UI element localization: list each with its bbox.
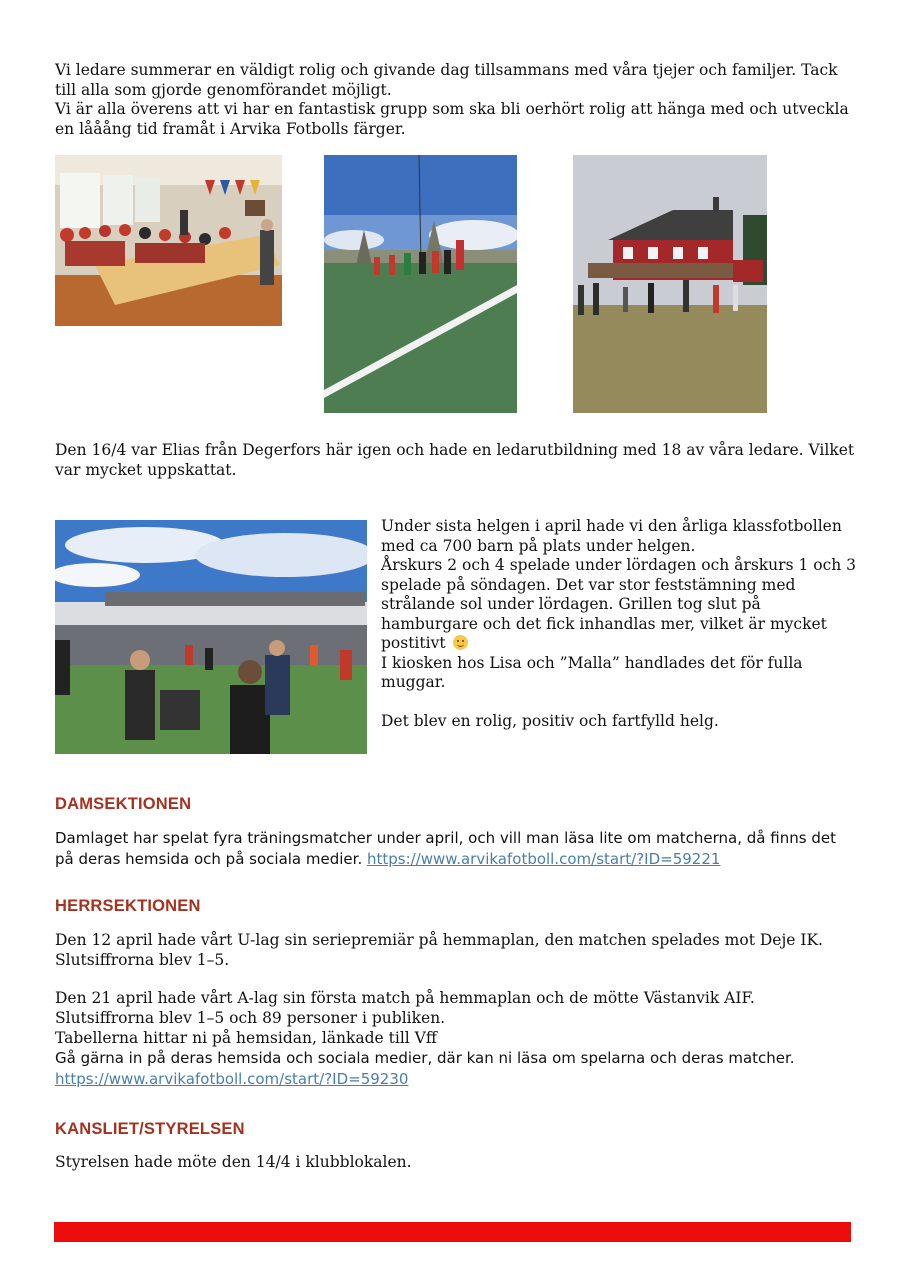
herrsektionen-paragraph-2 [55, 989, 855, 1089]
herrsektionen-link[interactable]: https://www.arvikafotboll.com/start/?ID=59230 [55, 1070, 409, 1088]
damsektionen-body: Damlaget har spelat fyra träningsmatcher under april, och vill man läsa lite om matcherna, då finns det på deras hemsida och på sociala medier. [55, 829, 836, 868]
klassfotboll-line-2 [381, 556, 861, 654]
kansliet-text: Styrelsen hade möte den 14/4 i klubblokalen. [55, 1153, 412, 1171]
klassfotboll-line-3: I kiosken hos Lisa och ”Malla” handlades det för fulla muggar. [381, 653, 803, 691]
herrsektionen-a-lag-text: Den 21 april hade vårt A-lag sin första match på hemmaplan och de mötte Västanvik AIF. Slutsiffrorna blev 1–5 och 89 personer i publiken. [55, 989, 755, 1027]
intro-paragraph-1: Vi ledare summerar en väldigt rolig och givande dag tillsammans med våra tjejer och familjer. Tack till alla som gjorde genomförandet möjligt. [55, 61, 838, 99]
kansliet-heading: KANSLIET/STYRELSEN [55, 1120, 245, 1138]
intro-text [55, 61, 855, 139]
damsektionen-heading: DAMSEKTIONEN [55, 795, 192, 813]
herrsektionen-paragraph-1: Den 12 april hade vårt U-lag sin seriepremiär på hemmaplan, den matchen spelades mot Deje IK. Slutsiffrorna blev 1–5. [55, 931, 823, 969]
tournament-crowd-photo [55, 520, 367, 754]
klassfotboll-text [381, 517, 861, 731]
herrsektionen-heading: HERRSEKTIONEN [55, 897, 201, 915]
herrsektionen-tables-text: Tabellerna hittar ni på hemsidan, länkade till Vff [55, 1029, 437, 1047]
footer-red-bar [54, 1222, 851, 1242]
herrsektionen-link-line [55, 1069, 855, 1089]
leader-training-note: Den 16/4 var Elias från Degerfors här igen och hade en ledarutbildning med 18 av våra ledare. Vilket var mycket uppskattat. [55, 441, 855, 479]
damsektionen-link[interactable]: https://www.arvikafotboll.com/start/?ID=59221 [367, 850, 721, 868]
damsektionen-text [55, 828, 855, 870]
smiling-face-icon [453, 635, 468, 650]
klassfotboll-line-4: Det blev en rolig, positiv och fartfylld helg. [381, 711, 719, 730]
football-pitch-photo [324, 155, 517, 413]
klassfotboll-line-1: Under sista helgen i april hade vi den årliga klassfotbollen med ca 700 barn på plats under helgen. [381, 517, 842, 555]
klassfotboll-line-2-text: Årskurs 2 och 4 spelade under lördagen och årskurs 1 och 3 spelade på söndagen. Det var stor feststämning med strålande sol under lördagen. Grillen tog slut på hamburgare och det fick inhandlas mer, vilket är mycket postitivt [381, 556, 857, 652]
classroom-photo [55, 155, 282, 326]
intro-paragraph-2: Vi är alla överens att vi har en fantastisk grupp som ska bli oerhört rolig att hänga med och utveckla en lååång tid framåt i Arvika Fotbolls färger. [55, 100, 849, 138]
herrsektionen-visit-text: Gå gärna in på deras hemsida och sociala medier, där kan ni läsa om spelarna och deras matcher. [55, 1049, 795, 1067]
red-clubhouse-photo [573, 155, 767, 413]
